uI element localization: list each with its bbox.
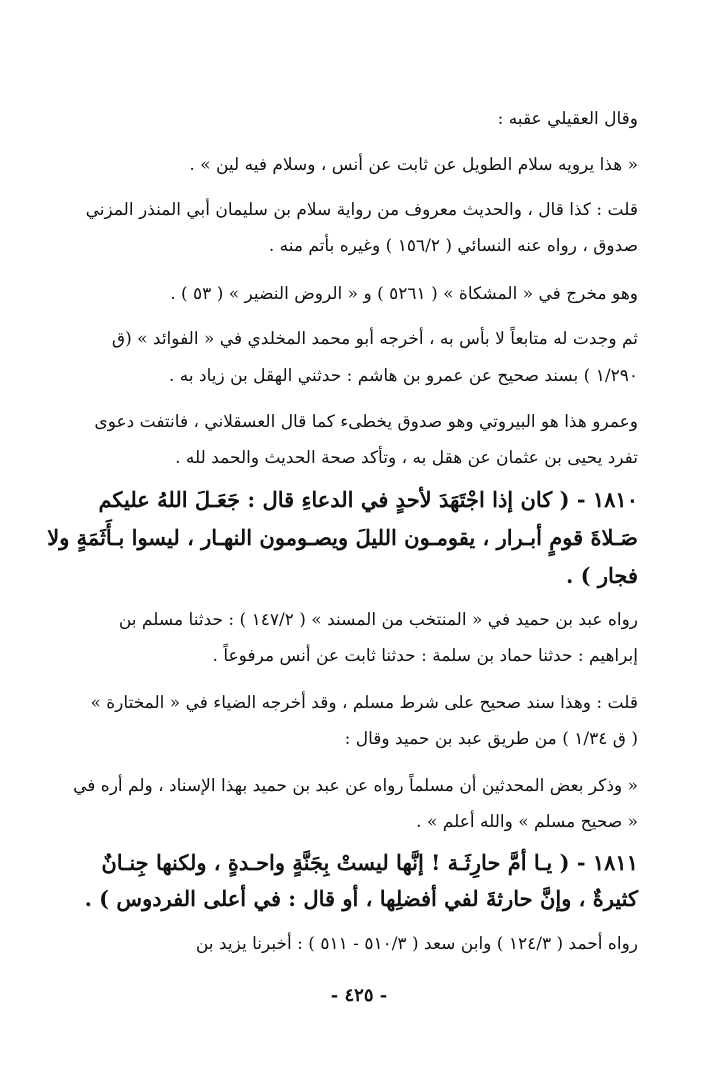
text-line: رواه أحمد ( ١٢٤/٣ ) وابن سعد ( ٥١٠/٣ - ٥١١ ) : أخبرنا يزيد بن [195, 934, 638, 954]
page-number: - ٤٢٥ - [330, 985, 388, 1006]
text-line: قلت : وهذا سند صحيح على شرط مسلم ، وقد أخرجه الضياء في « المختارة » [90, 693, 638, 713]
text-line: وقال العقيلي عقبه : [497, 109, 638, 129]
text-line: صدوق ، رواه عنه النسائي ( ١٥٦/٢ ) وغيره بأتم منه . [268, 236, 638, 256]
text-line: ( ق ١/٣٤ ) من طريق عبد بن حميد وقال : [344, 729, 638, 749]
text-line: إبراهيم : حدثنا حماد بن سلمة : حدثنا ثابت عن أنس مرفوعاً . [212, 646, 638, 666]
hadith-heading-1810: ١٨١٠ - ( كان إذا اجْتَهَدَ لأحدٍ في الدعاءِ قال : جَعَـلَ اللهُ عليكم [98, 487, 638, 512]
text-line: ثم وجدت له متابعاً لا بأس به ، أخرجه أبو محمد المخلدي في « الفوائد » (ق [111, 329, 638, 349]
quote-line: « وذكر بعض المحدثين أن مسلماً رواه عن عبد بن حميد بهذا الإسناد ، ولم أره في [73, 776, 638, 796]
text-line: وهو مخرج في « المشكاة » ( ٥٢٦١ ) و « الروض النضير » ( ٥٣ ) . [170, 284, 638, 304]
text-line: وعمرو هذا هو البيروتي وهو صدوق يخطىء كما قال العسقلاني ، فانتفت دعوى [94, 412, 638, 432]
hadith-text-line: فجار ) . [565, 563, 638, 588]
text-line: تفرد يحيى بن عثمان عن هقل به ، وتأكد صحة الحديث والحمد لله . [175, 448, 638, 468]
text-line: قلت : كذا قال ، والحديث معروف من رواية سلام بن سليمان أبي المنذر المزني [85, 200, 638, 220]
hadith-heading-1811: ١٨١١ - ( يـا أمَّ حارِثَـة ! إنَّها ليستْ بِجَنَّةٍ واحـدةٍ ، ولكنها جِنـانٌ [101, 850, 638, 875]
hadith-text-line: كثيرةٌ ، وإنَّ حارثةَ لفي أفضلِها ، أو قال : في أعلى الفردوس ) . [84, 886, 638, 911]
text-line: ١/٢٩٠ ) بسند صحيح عن عمرو بن هاشم : حدثني الهقل بن زياد به . [168, 366, 638, 386]
hadith-text-line: صَـلاةَ قومٍ أبـرار ، يقومـون الليلَ ويصـومون النهـار ، ليسوا بـأَثَمَةٍ ولا [47, 525, 638, 550]
quote-line: « صحيح مسلم » والله أعلم » . [416, 812, 638, 832]
quote-line: « هذا يرويه سلام الطويل عن ثابت عن أنس ، وسلام فيه لين » . [189, 155, 638, 175]
text-line: رواه عبد بن حميد في « المنتخب من المسند » ( ١٤٧/٢ ) : حدثنا مسلم بن [118, 610, 638, 630]
